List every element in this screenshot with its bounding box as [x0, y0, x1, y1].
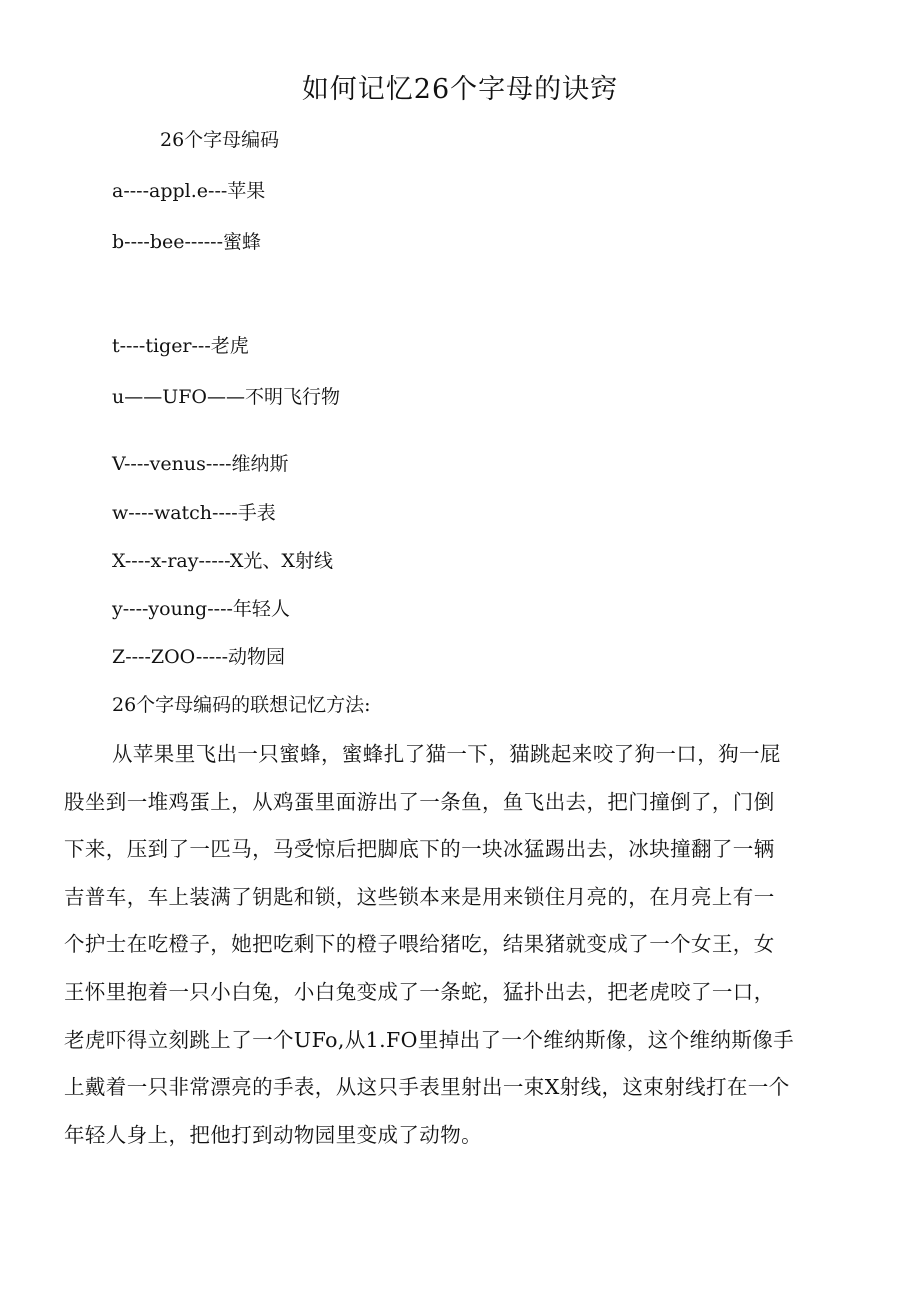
method-heading: 26个字母编码的联想记忆方法: — [112, 694, 371, 716]
letter-code-entry-u: u——UFO——不明飞行物 — [112, 386, 341, 408]
letter-code-entry-t: t----tiger---老虎 — [112, 335, 249, 357]
section-subtitle: 26个字母编码 — [160, 129, 280, 151]
letter-code-entry-v: V----venus----维纳斯 — [112, 453, 289, 475]
story-line: 王怀里抱着一只小白兔，小白兔变成了一条蛇，猛扑出去，把老虎咬了一口， — [64, 979, 775, 1004]
story-line: 吉普车，车上装满了钥匙和锁，这些锁本来是用来锁住月亮的，在月亮上有一 — [64, 884, 775, 909]
story-paragraph — [64, 736, 858, 1164]
story-line: 从苹果里飞出一只蜜蜂，蜜蜂扎了猫一下，猫跳起来咬了狗一口，狗一屁 — [112, 742, 781, 766]
letter-code-entry-b: b----bee------蜜蜂 — [112, 231, 262, 253]
letter-code-entry-z: Z----ZOO-----动物园 — [112, 646, 286, 668]
story-line: 老虎吓得立刻跳上了一个UFo,从1.FO里掉出了一个维纳斯像，这个维纳斯像手 — [64, 1027, 795, 1052]
letter-code-entry-a: a----appl.e---苹果 — [112, 180, 266, 202]
story-line: 年轻人身上，把他打到动物园里变成了动物。 — [64, 1122, 482, 1147]
story-line: 股坐到一堆鸡蛋上，从鸡蛋里面游出了一条鱼，鱼飞出去，把门撞倒了，门倒 — [64, 789, 775, 814]
story-line: 个护士在吃橙子，她把吃剩下的橙子喂给猪吃，结果猪就变成了一个女王，女 — [64, 932, 775, 957]
letter-code-entry-y: y----young----年轻人 — [112, 598, 290, 620]
story-line: 上戴着一只非常漂亮的手表，从这只手表里射出一束X射线，这束射线打在一个 — [64, 1075, 790, 1100]
letter-code-entry-w: w----watch----手表 — [112, 502, 276, 524]
letter-code-entry-x: X----x-ray-----X光、X射线 — [112, 550, 333, 572]
document-title: 如何记忆26个字母的诀窍 — [301, 74, 619, 105]
story-line: 下来，压到了一匹马，马受惊后把脚底下的一块冰猛踢出去，冰块撞翻了一辆 — [64, 837, 775, 862]
